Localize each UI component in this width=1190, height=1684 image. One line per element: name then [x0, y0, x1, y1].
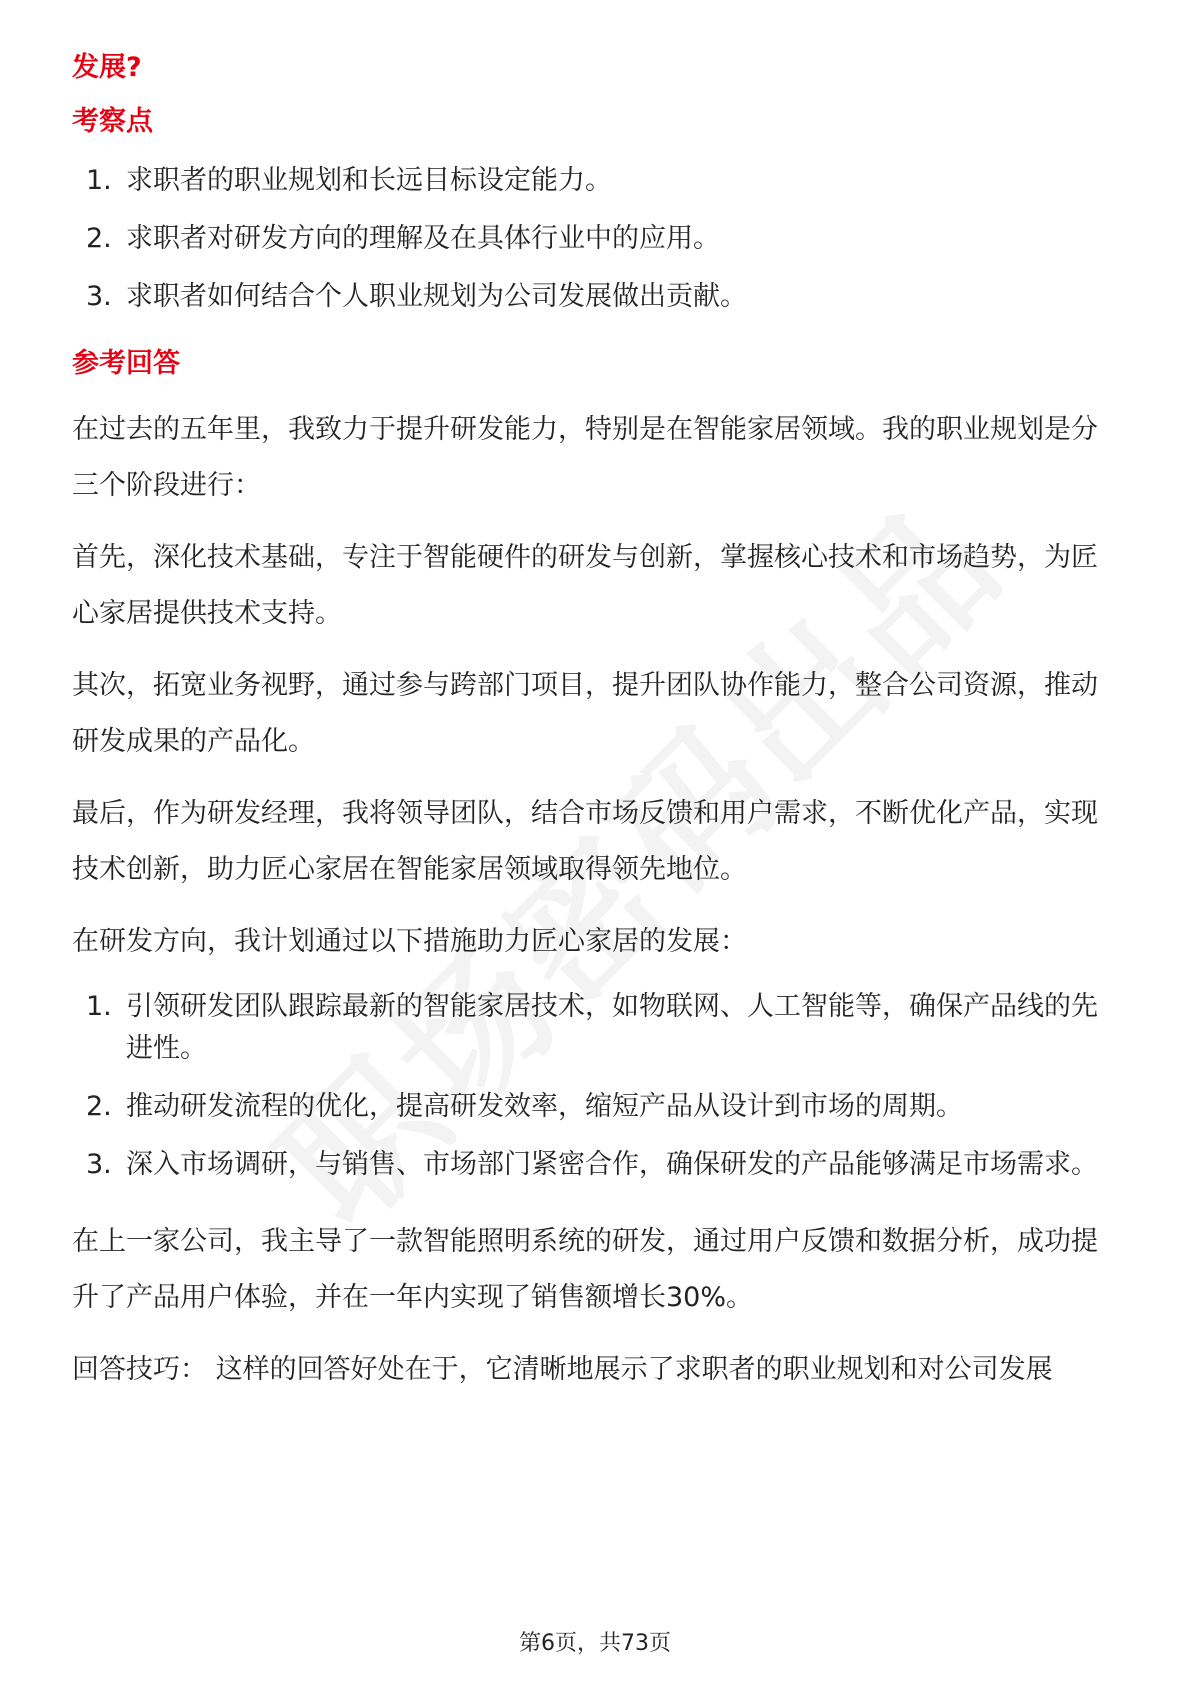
- heading-continued: 发展?: [72, 52, 142, 83]
- list-text: 引领研发团队跟踪最新的智能家居技术，如物联网、人工智能等，确保产品线的先进性。: [126, 991, 1098, 1064]
- list-item: [72, 1144, 1118, 1186]
- paragraph: 在研发方向，我计划通过以下措施助力匠心家居的发展：: [72, 926, 747, 957]
- list-number: 1.: [86, 991, 112, 1022]
- list-item: [72, 218, 1118, 260]
- list-number: 3.: [86, 281, 112, 312]
- section-title-reference-answer: 参考回答: [72, 348, 180, 379]
- assessment-list: [72, 160, 1118, 318]
- paragraph-achievement: 在上一家公司，我主导了一款智能照明系统的研发，通过用户反馈和数据分析，成功提升了产品用户体验，并在一年内实现了销售额增长30%。: [72, 1226, 1098, 1313]
- list-item: [72, 276, 1118, 318]
- list-number: 2.: [86, 223, 112, 254]
- paragraph: 其次，拓宽业务视野，通过参与跨部门项目，提升团队协作能力，整合公司资源，推动研发成果的产品化。: [72, 670, 1098, 757]
- list-item: [72, 986, 1118, 1070]
- list-text: 求职者对研发方向的理解及在具体行业中的应用。: [126, 223, 720, 254]
- page-number: 第6页，共73页: [519, 1631, 671, 1656]
- measures-list: [72, 986, 1118, 1186]
- paragraph-answer-tip: 回答技巧： 这样的回答好处在于，它清晰地展示了求职者的职业规划和对公司发展: [72, 1354, 1053, 1385]
- list-item: [72, 160, 1118, 202]
- list-text: 深入市场调研，与销售、市场部门紧密合作，确保研发的产品能够满足市场需求。: [126, 1149, 1098, 1180]
- list-text: 求职者如何结合个人职业规划为公司发展做出贡献。: [126, 281, 747, 312]
- list-text: 推动研发流程的优化，提高研发效率，缩短产品从设计到市场的周期。: [126, 1091, 963, 1122]
- list-number: 3.: [86, 1149, 112, 1180]
- paragraph: 在过去的五年里，我致力于提升研发能力，特别是在智能家居领域。我的职业规划是分三个阶段进行：: [72, 414, 1098, 501]
- paragraph: 最后，作为研发经理，我将领导团队，结合市场反馈和用户需求，不断优化产品，实现技术创新，助力匠心家居在智能家居领域取得领先地位。: [72, 798, 1098, 885]
- list-item: [72, 1086, 1118, 1128]
- list-number: 1.: [86, 165, 112, 196]
- list-text: 求职者的职业规划和长远目标设定能力。: [126, 165, 612, 196]
- list-number: 2.: [86, 1091, 112, 1122]
- paragraph: 首先，深化技术基础，专注于智能硬件的研发与创新，掌握核心技术和市场趋势，为匠心家居提供技术支持。: [72, 542, 1098, 629]
- page-content: [72, 48, 1118, 1414]
- section-title-assessment: 考察点: [72, 106, 153, 137]
